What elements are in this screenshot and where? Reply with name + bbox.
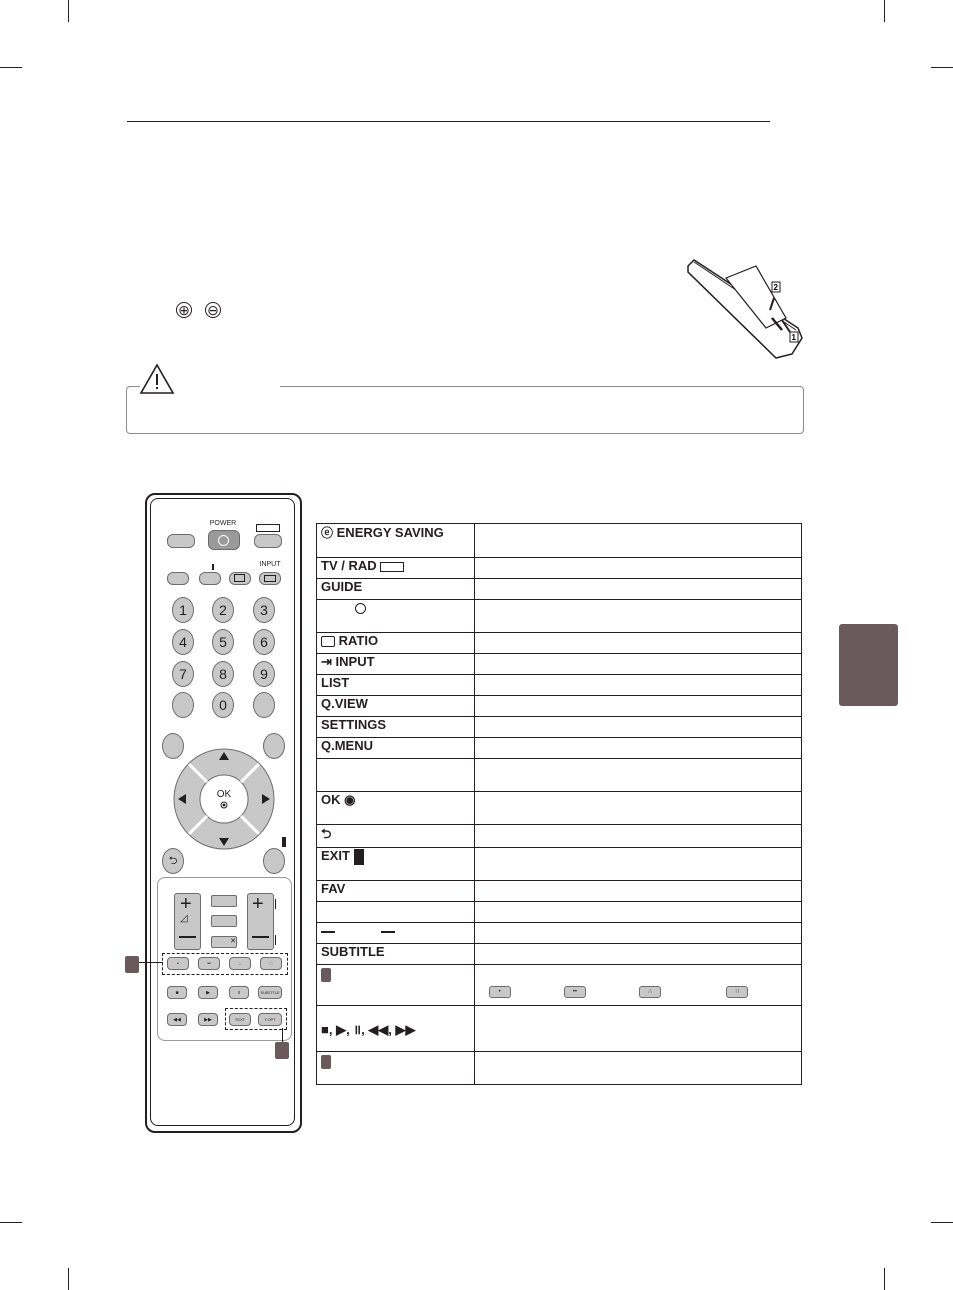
description-cell	[475, 579, 802, 600]
key-cell	[317, 881, 475, 902]
rewind-button[interactable]: ◀◀	[167, 1013, 187, 1026]
table-row	[317, 923, 802, 944]
description-cell	[475, 792, 802, 825]
key-cell	[317, 759, 475, 792]
description-cell	[475, 1006, 802, 1052]
green-button-icon: ••	[564, 986, 586, 998]
description-cell	[475, 633, 802, 654]
callout-connector	[282, 1028, 283, 1042]
tv-radio-icon	[380, 562, 404, 572]
key-label: OK	[321, 792, 341, 807]
yellow-button-icon: ∴	[639, 986, 661, 998]
table-row	[317, 524, 802, 558]
callout-marker-teletext-buttons	[275, 1042, 289, 1059]
description-cell	[475, 558, 802, 579]
power-label: POWER	[209, 520, 237, 527]
info-icon	[212, 564, 214, 570]
number-9-button[interactable]: 9	[253, 661, 275, 687]
red-button-icon: •	[489, 986, 511, 998]
pause-button[interactable]: ॥	[229, 986, 249, 999]
table-row	[317, 792, 802, 825]
input-icon	[264, 575, 276, 582]
info-icon	[355, 603, 366, 614]
table-row	[317, 654, 802, 675]
chapter-side-tab	[839, 624, 898, 706]
table-row	[317, 825, 802, 848]
callout-chip-icon	[321, 968, 331, 982]
tv-radio-icon	[256, 524, 280, 532]
step-2-label: 2	[773, 283, 778, 292]
fast-forward-button[interactable]: ▶▶	[198, 1013, 218, 1026]
page-up-icon	[275, 899, 276, 909]
number-5-button[interactable]: 5	[212, 629, 234, 655]
guide-button[interactable]	[167, 572, 189, 585]
crop-mark	[884, 1268, 885, 1290]
play-button[interactable]: ▶	[198, 986, 218, 999]
key-label: LIST	[321, 675, 350, 690]
key-label: GUIDE	[321, 579, 363, 594]
number-7-button[interactable]: 7	[172, 661, 194, 687]
battery-cover-illustration	[686, 258, 806, 360]
key-cell	[317, 524, 475, 558]
table-row	[317, 881, 802, 902]
red-button[interactable]: •	[167, 957, 189, 970]
table-row	[317, 600, 802, 633]
callout-connector	[139, 962, 163, 963]
table-row	[317, 738, 802, 759]
table-row	[317, 558, 802, 579]
volume-icon: ◿	[180, 913, 188, 924]
key-cell	[317, 738, 475, 759]
crop-mark	[0, 1222, 22, 1223]
crop-mark	[68, 0, 69, 22]
table-row	[317, 633, 802, 654]
input-icon: ⇥	[321, 654, 332, 669]
description-cell	[475, 738, 802, 759]
plus-icon: ⊕	[176, 302, 192, 318]
back-icon: ⮌	[321, 826, 332, 841]
number-6-button[interactable]: 6	[253, 629, 275, 655]
key-label: Q.VIEW	[321, 696, 368, 711]
description-cell	[475, 825, 802, 848]
key-label: FAV	[321, 881, 346, 896]
description-cell	[475, 675, 802, 696]
caution-box	[126, 386, 804, 434]
key-label: SUBTITLE	[321, 944, 385, 959]
description-cell	[475, 654, 802, 675]
subtitle-button[interactable]: SUBTITLE	[258, 986, 282, 999]
input-label: INPUT	[259, 561, 281, 568]
left-arrow-bar-icon	[321, 931, 335, 933]
crop-mark	[931, 1222, 953, 1223]
page-down-icon	[275, 935, 276, 945]
key-cell	[317, 675, 475, 696]
key-cell	[317, 1052, 475, 1085]
number-1-button[interactable]: 1	[172, 597, 194, 623]
q-view-button[interactable]	[253, 692, 275, 718]
description-cell	[475, 759, 802, 792]
table-row	[317, 965, 802, 1006]
description-cell	[475, 965, 802, 1006]
exit-icon	[354, 849, 364, 865]
table-row	[317, 944, 802, 965]
description-cell	[475, 923, 802, 944]
right-arrow-bar-icon	[381, 931, 395, 933]
description-cell	[475, 944, 802, 965]
volume-plus-icon: +	[180, 893, 192, 915]
green-button[interactable]: ••	[198, 957, 220, 970]
key-cell	[317, 654, 475, 675]
info-button[interactable]	[199, 572, 221, 585]
channel-up-icon: +	[252, 893, 264, 915]
key-label: SETTINGS	[321, 717, 387, 732]
key-cell	[317, 944, 475, 965]
fav-button[interactable]	[211, 895, 237, 907]
crop-mark	[0, 67, 22, 68]
key-cell	[317, 825, 475, 848]
key-label: TV / RAD	[321, 558, 377, 573]
crop-mark	[931, 67, 953, 68]
key-cell	[317, 902, 475, 923]
back-button[interactable]: ⮌	[162, 848, 184, 874]
table-row	[317, 696, 802, 717]
crop-mark	[68, 1268, 69, 1290]
table-row	[317, 902, 802, 923]
key-cell	[317, 848, 475, 881]
table-row	[317, 579, 802, 600]
ratio-icon	[234, 574, 245, 582]
key-label: EXIT	[321, 848, 350, 863]
exit-button[interactable]	[263, 848, 285, 874]
remote-key-table	[316, 523, 802, 1085]
mute-button[interactable]: ✕	[211, 936, 237, 948]
table-row	[317, 848, 802, 881]
3d-button[interactable]	[211, 915, 237, 927]
key-cell	[317, 600, 475, 633]
text-button[interactable]: TEXT	[229, 1013, 251, 1026]
playback-icons: ■, ▶, ॥, ◀◀, ▶▶	[321, 1021, 416, 1037]
table-row	[317, 1006, 802, 1052]
key-cell	[317, 1006, 475, 1052]
energy-saving-button[interactable]	[167, 534, 195, 548]
blue-button[interactable]: ∷	[260, 957, 282, 970]
number-3-button[interactable]: 3	[253, 597, 275, 623]
key-cell	[317, 792, 475, 825]
number-0-button[interactable]: 0	[212, 692, 234, 718]
list-button[interactable]	[172, 692, 194, 718]
number-4-button[interactable]: 4	[172, 629, 194, 655]
key-cell	[317, 633, 475, 654]
description-cell	[475, 848, 802, 881]
number-2-button[interactable]: 2	[212, 597, 234, 623]
key-label: Q.MENU	[321, 738, 373, 753]
volume-minus-icon	[179, 936, 196, 938]
t-opt-button[interactable]: T.OPT	[258, 1013, 282, 1026]
ok-label: OK	[216, 789, 232, 800]
callout-chip-icon	[321, 1055, 331, 1069]
channel-down-icon	[252, 936, 269, 938]
description-cell	[475, 881, 802, 902]
table-row	[317, 1052, 802, 1085]
power-icon	[218, 535, 229, 546]
ratio-icon	[321, 636, 335, 647]
key-cell	[317, 558, 475, 579]
key-cell	[317, 717, 475, 738]
description-cell	[475, 524, 802, 558]
stop-button[interactable]: ■	[167, 986, 187, 999]
key-cell	[317, 923, 475, 944]
blue-button-icon: ∷	[726, 986, 748, 998]
exit-icon	[282, 837, 286, 847]
description-cell	[475, 600, 802, 633]
description-cell	[475, 902, 802, 923]
key-label: RATIO	[338, 633, 379, 648]
caution-icon	[139, 363, 175, 395]
key-cell	[317, 965, 475, 1006]
header-rule	[127, 121, 770, 122]
table-row	[317, 717, 802, 738]
crop-mark	[884, 0, 885, 22]
key-label: INPUT	[335, 654, 375, 669]
table-row	[317, 675, 802, 696]
yellow-button[interactable]: ∴	[229, 957, 251, 970]
description-cell	[475, 717, 802, 738]
description-cell	[475, 1052, 802, 1085]
number-8-button[interactable]: 8	[212, 661, 234, 687]
key-cell	[317, 579, 475, 600]
key-label: ENERGY SAVING	[336, 525, 444, 540]
description-cell	[475, 696, 802, 717]
table-row	[317, 759, 802, 792]
energy-saving-icon: ⓔ	[321, 526, 334, 540]
callout-marker-colour-buttons	[125, 956, 139, 973]
tv-radio-button[interactable]	[254, 534, 282, 548]
ok-dot-icon: ◉	[344, 792, 356, 807]
step-1-label: 1	[791, 333, 796, 342]
key-cell	[317, 696, 475, 717]
minus-icon: ⊖	[205, 302, 221, 318]
